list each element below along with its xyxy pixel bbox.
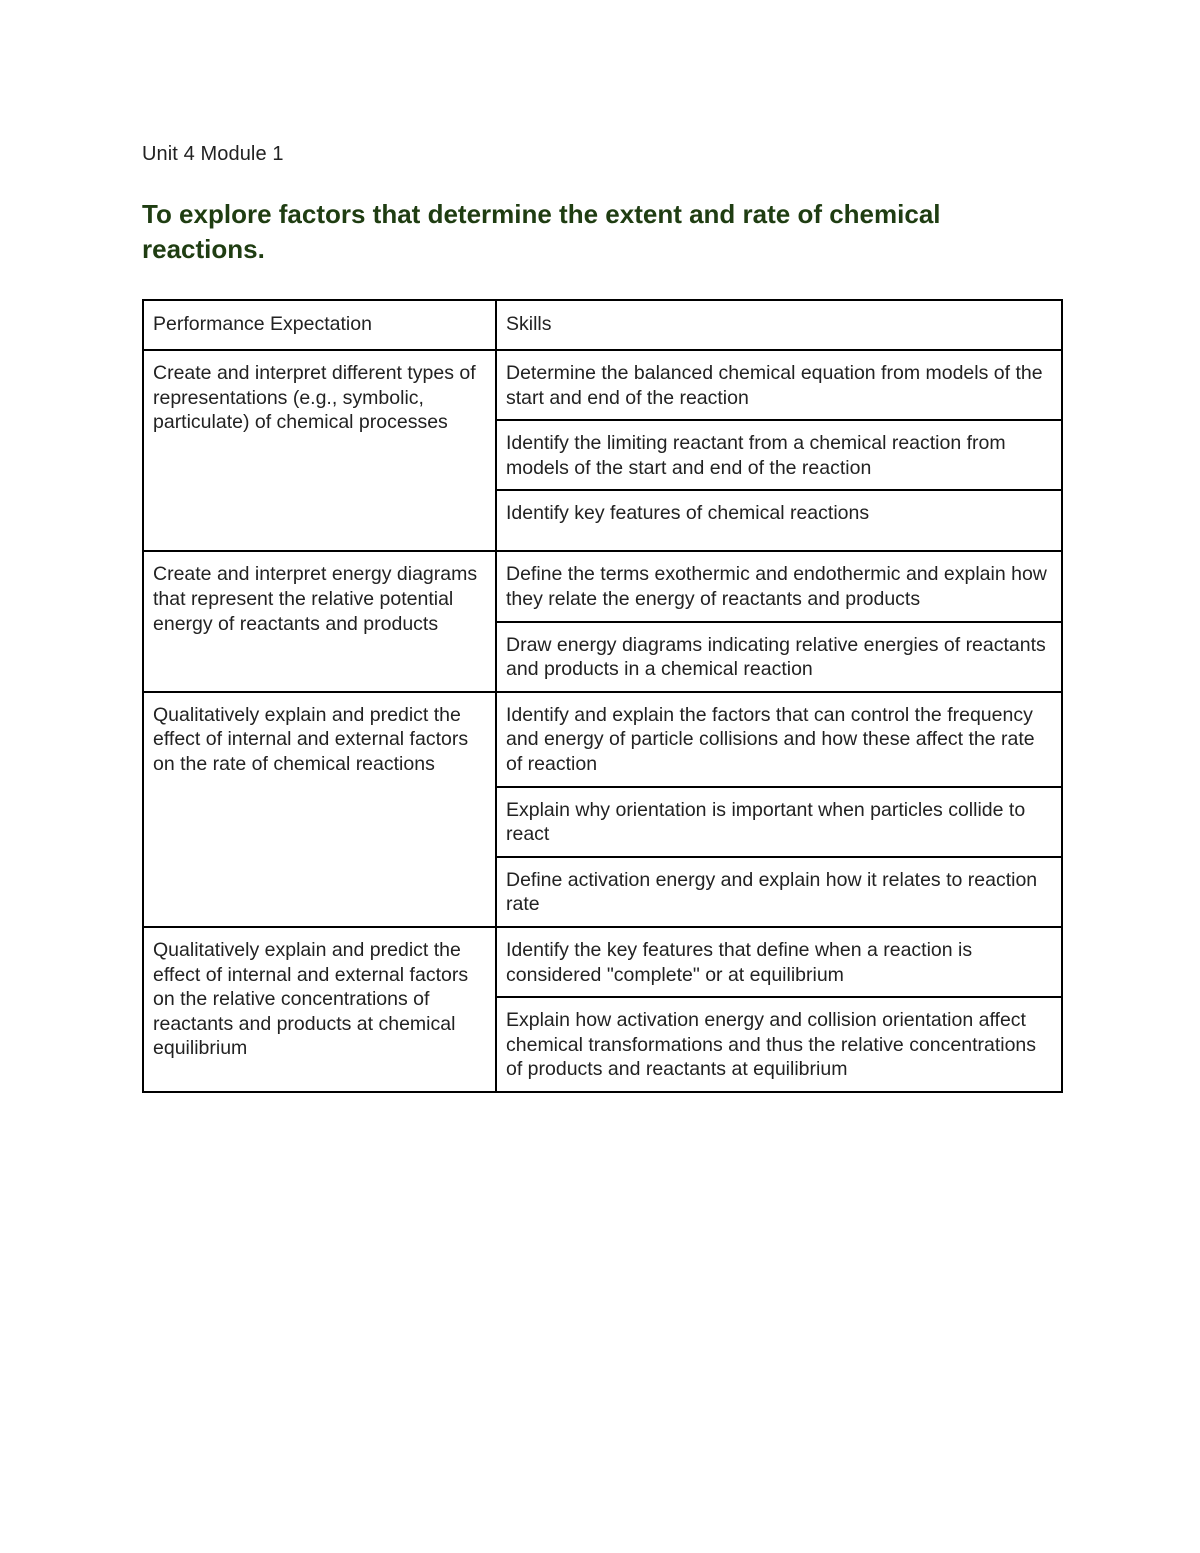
skill-cell: Define the terms exothermic and endothermic and explain how they relate the energy of reactants and products — [496, 551, 1062, 621]
column-header-performance-expectation: Performance Expectation — [143, 300, 496, 350]
skill-cell: Explain how activation energy and collision orientation affect chemical transformations and thus the relative concentrations of products and reactants at equilibrium — [496, 997, 1062, 1092]
expectation-cell: Create and interpret energy diagrams that represent the relative potential energy of reactants and products — [143, 551, 496, 691]
skill-cell: Determine the balanced chemical equation from models of the start and end of the reaction — [496, 350, 1062, 420]
document-title: To explore factors that determine the extent and rate of chemical reactions. — [142, 199, 941, 264]
skill-cell: Define activation energy and explain how it relates to reaction rate — [496, 857, 1062, 927]
skill-cell: Identify and explain the factors that can control the frequency and energy of particle collisions and how these affect the rate of reaction — [496, 692, 1062, 787]
table-row — [143, 927, 1062, 997]
expectation-cell: Qualitatively explain and predict the effect of internal and external factors on the rate of chemical reactions — [143, 692, 496, 927]
table-row — [143, 692, 1062, 787]
skill-cell: Identify the key features that define when a reaction is considered "complete" or at equilibrium — [496, 927, 1062, 997]
skill-cell: Identify the limiting reactant from a chemical reaction from models of the start and end of the reaction — [496, 420, 1062, 490]
skill-cell: Identify key features of chemical reactions — [496, 490, 1062, 551]
table-row — [143, 551, 1062, 621]
table-row — [143, 350, 1062, 420]
expectation-cell: Qualitatively explain and predict the effect of internal and external factors on the relative concentrations of reactants and products at chemical equilibrium — [143, 927, 496, 1092]
skill-cell: Explain why orientation is important when particles collide to react — [496, 787, 1062, 857]
table-header-row — [143, 300, 1062, 350]
performance-expectations-table — [142, 299, 1063, 1093]
expectation-cell: Create and interpret different types of representations (e.g., symbolic, particulate) of chemical processes — [143, 350, 496, 551]
unit-label: Unit 4 Module 1 — [142, 143, 284, 165]
skill-cell: Draw energy diagrams indicating relative energies of reactants and products in a chemical reaction — [496, 622, 1062, 692]
column-header-skills: Skills — [496, 300, 1062, 350]
